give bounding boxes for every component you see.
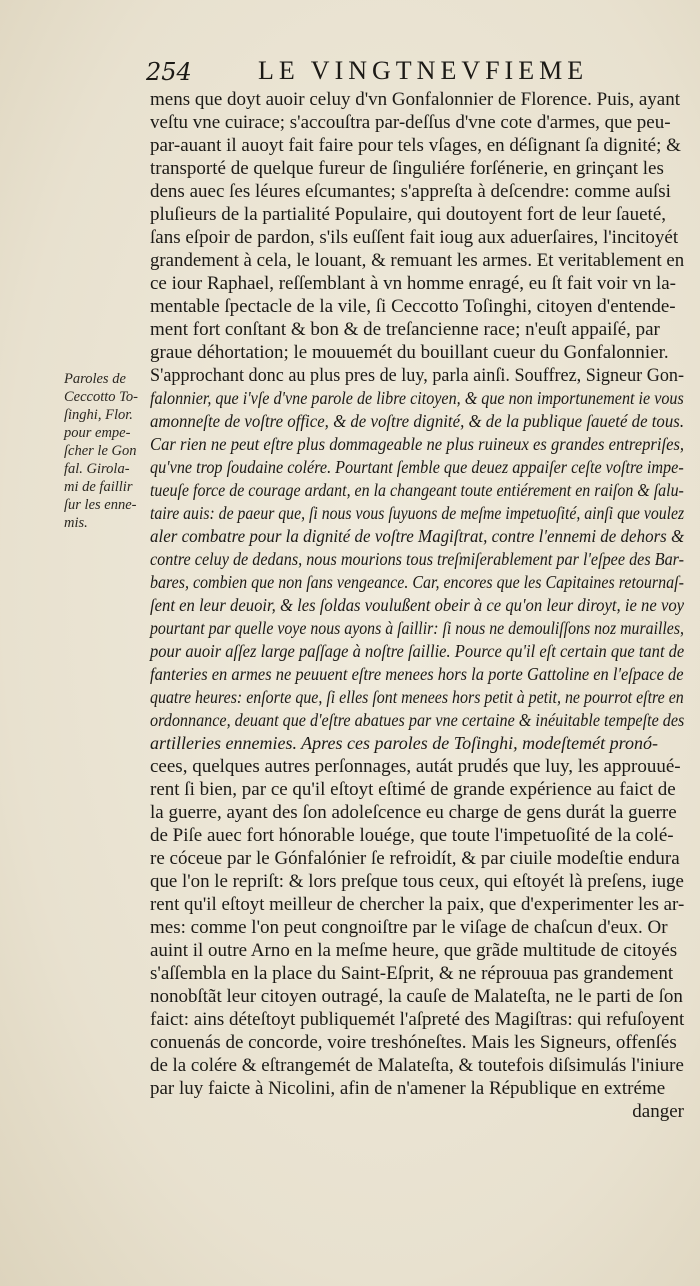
- text-line: aler combatre pour la dignité de voſtre Magiſtrat, contre l'ennemi de dehors &: [150, 526, 685, 546]
- text-line: danger: [632, 1101, 684, 1122]
- text-line: bares, combien que non ſans vengeance. Car, encores que les Capitaines retournaſ-: [150, 572, 684, 592]
- text-line: que l'on le repriſt: & lors preſque tous ceux, qui eſtoyét là preſens, iuge: [150, 871, 684, 892]
- text-line: ſent en leur deuoir, & les ſoldas voulußent obeir à ce qu'on leur diroyt, ie ne voy: [150, 595, 685, 615]
- running-head-title: LE VINGTNEVFIEME: [258, 56, 589, 85]
- text-line: graue déhortation; le mouuemét du bouillant cueur du Gonfalonnier.: [150, 342, 669, 363]
- text-line: S'approchant donc au plus pres de luy, parla ainſi. Souffrez, Signeur Gon-: [150, 365, 685, 386]
- text-line: ſans eſpoir de pardon, s'ils euſſent fait ioug aux aduerſaires, l'incitoyét: [150, 227, 679, 248]
- marginal-note-line: ſinghi, Flor.: [64, 407, 133, 423]
- text-line: taire auis: de paeur que, ſi nous vous ſuyuons de meſme impetuoſité, ainſi que voulez: [150, 503, 685, 523]
- marginal-note-line: ſur les enne-: [64, 497, 137, 513]
- text-line: pluſieurs de la partialité Populaire, qui doutoyent fort de leur ſaueté,: [150, 204, 667, 225]
- text-line: mes: comme l'on peut congnoiſtre par le viſage de chaſcun d'eux. Or: [150, 917, 668, 938]
- text-line: rent qu'il eſtoyt meilleur de chercher la paix, que d'experimenter les ar-: [150, 894, 685, 915]
- text-line: par luy faicte à Nicolini, afin de n'amener la République en extréme: [150, 1078, 666, 1099]
- text-line: de la colére & eſtrangemét de Malateſta, & toutefois diſsimulás l'iniure: [150, 1055, 684, 1076]
- marginal-note-line: Ceccotto To-: [64, 389, 138, 405]
- text-line: fanteries en armes ne peuuent eſtre menees hors la porte Gattoline en l'eſpace de: [150, 664, 684, 684]
- text-line: veſtu vne cuirace; s'accouſtra par-deſſus d'vne cote d'armes, que peu-: [150, 112, 671, 133]
- text-line: artilleries ennemies. Apres ces paroles de Toſinghi, modeſtemét pronó-: [150, 733, 658, 753]
- page-number: 254: [146, 58, 192, 86]
- text-line: ce iour Raphael, reſſemblant à vn homme enragé, eu ſt fait voir vn la-: [150, 273, 676, 294]
- text-line: pourtant par quelle voye nous ayons à ſaillir: ſi nous ne demouliſſons noz murailles,: [150, 618, 684, 638]
- text-line: mentable ſpectacle de la vile, ſi Ceccotto Toſinghi, citoyen d'entende-: [150, 296, 676, 317]
- text-line: pour auoir aſſez large paſſage à noſtre ſaillie. Pource qu'il eſt certain que tant de: [150, 641, 685, 661]
- text-line: amonneſte de voſtre office, & de voſtre dignité, & de la publique ſaueté de tous.: [150, 411, 685, 431]
- text-line: contre celuy de dedans, nous mourions tous treſmiſerablement par l'eſpee des Bar-: [150, 549, 685, 569]
- text-line: transporté de quelque fureur de ſinguliére forſénerie, en grinçant les: [150, 158, 664, 179]
- text-line: ment fort conſtant & bon & de treſancienne race; n'euſt appaiſé, par: [150, 319, 660, 340]
- text-line: grandement à cela, le louant, & remuant les armes. Et veritablement en: [150, 250, 685, 271]
- marginal-note-line: mi de faillir: [64, 479, 133, 495]
- text-line: cees, quelques autres perſonnages, autát prudés que luy, les approuué-: [150, 756, 681, 777]
- text-line: qu'vne trop ſoudaine colére. Pourtant ſemble que deuez appaiſer ceſte voſtre impe-: [150, 457, 684, 477]
- marginal-note-line: ſcher le Gon: [64, 443, 137, 459]
- text-line: conuenás de concorde, voire treshóneſtes. Mais les Signeurs, offenſés: [150, 1032, 677, 1053]
- text-line: de Piſe auec fort hónorable louége, que toute l'impetuoſité de la colé-: [150, 825, 674, 846]
- running-head: [146, 50, 686, 90]
- text-line: rent ſi bien, par ce qu'il eſtoyt eſtimé de grande expérience au faict de: [150, 779, 676, 800]
- text-line: Car rien ne peut eſtre plus dommageable ne plus ruineux es grandes entrepriſes,: [150, 434, 685, 454]
- text-line: falonnier, que i'vſe d'vne parole de libre citoyen, & que non importunement ie vous: [150, 388, 684, 408]
- marginal-note-line: pour empe-: [64, 425, 131, 441]
- marginal-note-line: Paroles de: [64, 371, 126, 387]
- marginal-note: [64, 370, 148, 532]
- body-text: [150, 88, 684, 1123]
- marginal-note-line: fal. Girola-: [64, 461, 130, 477]
- text-line: ordonnance, deuant que d'eſtre abatues par vne certaine & inéuitable tempeſte des: [150, 710, 685, 730]
- text-line: la guerre, ayant des ſon adoleſcence eu charge de gens durát la guerre: [150, 802, 677, 823]
- text-line: nonobſtãt leur citoyen outragé, la cauſe de Malateſta, ne le parti de ſon: [150, 986, 683, 1007]
- text-line: auint il outre Arno en la meſme heure, que grãde multitude de citoyés: [150, 940, 678, 961]
- text-line: faict: ains déteſtoyt publiquemét l'aſpreté des Magiſtras: qui refuſoyent: [150, 1009, 685, 1030]
- text-line: quatre heures: enſorte que, ſi elles ſont menees hors petit à petit, ne pourrot eſtre en: [150, 687, 684, 707]
- marginal-note-line: mis.: [64, 515, 88, 531]
- text-line: par-auant il auoyt fait faire pour tels vſages, en déſignant ſa dignité; &: [150, 135, 681, 156]
- text-line: s'aſſembla en la place du Saint-Eſprit, & ne réprouua pas grandement: [150, 963, 674, 984]
- text-line: re cóceue par le Gónfalónier ſe refroidít, & par ciuile modeſtie endura: [150, 848, 680, 869]
- text-line: tueuſe force de courage ardant, en la changeant toute entiérement en raiſon & ſalu-: [150, 480, 684, 500]
- text-line: mens que doyt auoir celuy d'vn Gonfalonnier de Florence. Puis, ayant: [150, 89, 681, 110]
- text-line: dens auec ſes léures eſcumantes; s'appreſta à deſcendre: comme auſsi: [150, 181, 671, 202]
